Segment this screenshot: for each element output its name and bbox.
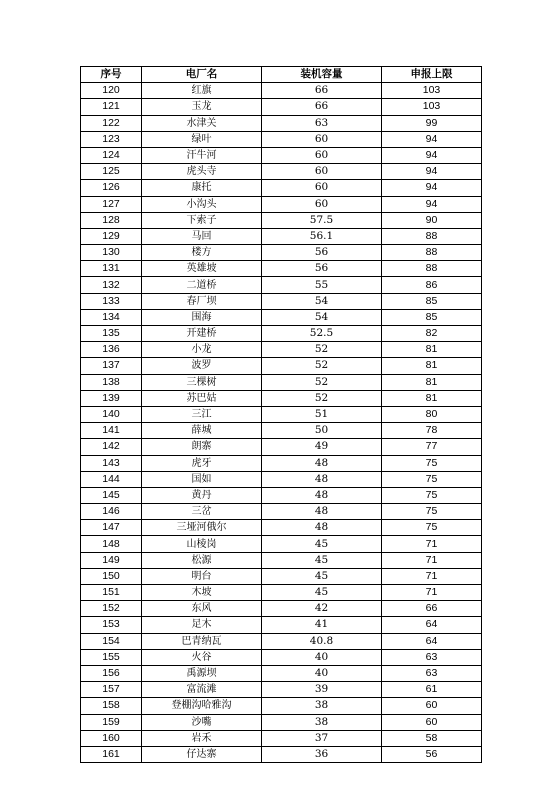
plant-name: 薛城 [142, 423, 262, 439]
row-index: 161 [81, 746, 142, 762]
row-index: 156 [81, 665, 142, 681]
row-index: 122 [81, 115, 142, 131]
plant-name: 明台 [142, 568, 262, 584]
plant-name: 沙嘴 [142, 714, 262, 730]
plant-name: 岩禾 [142, 730, 262, 746]
limit-value: 88 [382, 228, 482, 244]
capacity-value: 50 [262, 423, 382, 439]
table-row [81, 665, 482, 681]
capacity-value: 38 [262, 698, 382, 714]
table-body [81, 83, 482, 763]
plant-name: 开建桥 [142, 326, 262, 342]
row-index: 150 [81, 568, 142, 584]
row-index: 147 [81, 520, 142, 536]
table-row [81, 358, 482, 374]
table-row [81, 520, 482, 536]
limit-value: 103 [382, 99, 482, 115]
table-row [81, 439, 482, 455]
table-row [81, 601, 482, 617]
limit-value: 64 [382, 617, 482, 633]
table-row [81, 261, 482, 277]
row-index: 134 [81, 309, 142, 325]
plant-name: 汗牛河 [142, 147, 262, 163]
table-row [81, 293, 482, 309]
capacity-value: 45 [262, 536, 382, 552]
capacity-value: 57.5 [262, 212, 382, 228]
row-index: 160 [81, 730, 142, 746]
table-row [81, 585, 482, 601]
table-row [81, 326, 482, 342]
limit-value: 77 [382, 439, 482, 455]
plant-name: 绿叶 [142, 131, 262, 147]
plant-name: 木坡 [142, 585, 262, 601]
row-index: 132 [81, 277, 142, 293]
row-index: 130 [81, 245, 142, 261]
capacity-value: 41 [262, 617, 382, 633]
limit-value: 71 [382, 552, 482, 568]
table-row [81, 617, 482, 633]
row-index: 157 [81, 682, 142, 698]
plant-name: 楼方 [142, 245, 262, 261]
limit-value: 80 [382, 406, 482, 422]
plant-name: 春厂坝 [142, 293, 262, 309]
row-index: 138 [81, 374, 142, 390]
row-index: 141 [81, 423, 142, 439]
plant-name: 三江 [142, 406, 262, 422]
table-row [81, 682, 482, 698]
capacity-value: 48 [262, 520, 382, 536]
table-row [81, 147, 482, 163]
limit-value: 85 [382, 293, 482, 309]
row-index: 144 [81, 471, 142, 487]
row-index: 123 [81, 131, 142, 147]
capacity-value: 60 [262, 180, 382, 196]
plant-name: 三垭河俄尔 [142, 520, 262, 536]
table-row [81, 698, 482, 714]
row-index: 136 [81, 342, 142, 358]
table-row [81, 212, 482, 228]
plant-name: 二道桥 [142, 277, 262, 293]
capacity-value: 56 [262, 261, 382, 277]
row-index: 127 [81, 196, 142, 212]
row-index: 146 [81, 504, 142, 520]
row-index: 143 [81, 455, 142, 471]
limit-value: 78 [382, 423, 482, 439]
table-header-row [81, 67, 482, 83]
limit-value: 71 [382, 536, 482, 552]
row-index: 140 [81, 406, 142, 422]
table-row [81, 342, 482, 358]
plant-name: 黄丹 [142, 487, 262, 503]
row-index: 129 [81, 228, 142, 244]
plant-name: 三棵树 [142, 374, 262, 390]
limit-value: 75 [382, 520, 482, 536]
row-index: 125 [81, 164, 142, 180]
limit-value: 63 [382, 665, 482, 681]
limit-value: 71 [382, 568, 482, 584]
plant-name: 火谷 [142, 649, 262, 665]
capacity-value: 40.8 [262, 633, 382, 649]
capacity-value: 52 [262, 342, 382, 358]
plant-name: 围海 [142, 309, 262, 325]
plant-name: 苏巴姑 [142, 390, 262, 406]
capacity-value: 55 [262, 277, 382, 293]
plant-name: 仔达寨 [142, 746, 262, 762]
capacity-value: 49 [262, 439, 382, 455]
table-row [81, 536, 482, 552]
capacity-value: 52 [262, 358, 382, 374]
capacity-value: 45 [262, 552, 382, 568]
table-row [81, 164, 482, 180]
table-row [81, 277, 482, 293]
plant-name: 小沟头 [142, 196, 262, 212]
plant-name: 下索子 [142, 212, 262, 228]
table-row [81, 649, 482, 665]
limit-value: 81 [382, 374, 482, 390]
capacity-value: 51 [262, 406, 382, 422]
table-row [81, 487, 482, 503]
limit-value: 86 [382, 277, 482, 293]
table-row [81, 406, 482, 422]
row-index: 128 [81, 212, 142, 228]
row-index: 133 [81, 293, 142, 309]
limit-value: 88 [382, 245, 482, 261]
capacity-value: 60 [262, 147, 382, 163]
limit-value: 90 [382, 212, 482, 228]
capacity-value: 52.5 [262, 326, 382, 342]
plant-name: 英雄坡 [142, 261, 262, 277]
limit-value: 61 [382, 682, 482, 698]
limit-value: 94 [382, 131, 482, 147]
row-index: 139 [81, 390, 142, 406]
limit-value: 94 [382, 196, 482, 212]
limit-value: 81 [382, 342, 482, 358]
row-index: 126 [81, 180, 142, 196]
capacity-value: 60 [262, 164, 382, 180]
table-row [81, 228, 482, 244]
row-index: 137 [81, 358, 142, 374]
header-index: 序号 [81, 67, 142, 83]
header-plant-name: 电厂名 [142, 67, 262, 83]
capacity-value: 60 [262, 131, 382, 147]
plant-name: 富流滩 [142, 682, 262, 698]
row-index: 124 [81, 147, 142, 163]
capacity-value: 66 [262, 83, 382, 99]
table-row [81, 714, 482, 730]
row-index: 135 [81, 326, 142, 342]
limit-value: 85 [382, 309, 482, 325]
table-row [81, 115, 482, 131]
table-row [81, 471, 482, 487]
limit-value: 75 [382, 487, 482, 503]
capacity-value: 56 [262, 245, 382, 261]
plant-name: 虎头寺 [142, 164, 262, 180]
plant-name: 登棚沟哈雅沟 [142, 698, 262, 714]
limit-value: 75 [382, 455, 482, 471]
table-row [81, 423, 482, 439]
capacity-value: 39 [262, 682, 382, 698]
row-index: 152 [81, 601, 142, 617]
plant-name: 小龙 [142, 342, 262, 358]
plant-name: 波罗 [142, 358, 262, 374]
row-index: 148 [81, 536, 142, 552]
capacity-value: 54 [262, 309, 382, 325]
table-row [81, 83, 482, 99]
capacity-value: 48 [262, 455, 382, 471]
capacity-table [80, 66, 482, 763]
limit-value: 94 [382, 164, 482, 180]
capacity-value: 52 [262, 374, 382, 390]
plant-name: 虎牙 [142, 455, 262, 471]
limit-value: 56 [382, 746, 482, 762]
limit-value: 82 [382, 326, 482, 342]
table-row [81, 99, 482, 115]
plant-name: 三岔 [142, 504, 262, 520]
table-row [81, 730, 482, 746]
limit-value: 71 [382, 585, 482, 601]
limit-value: 103 [382, 83, 482, 99]
capacity-value: 42 [262, 601, 382, 617]
capacity-value: 38 [262, 714, 382, 730]
limit-value: 88 [382, 261, 482, 277]
table-row [81, 131, 482, 147]
limit-value: 94 [382, 180, 482, 196]
row-index: 145 [81, 487, 142, 503]
row-index: 158 [81, 698, 142, 714]
header-limit: 申报上限 [382, 67, 482, 83]
table-row [81, 196, 482, 212]
plant-name: 康托 [142, 180, 262, 196]
row-index: 154 [81, 633, 142, 649]
row-index: 155 [81, 649, 142, 665]
plant-name: 山棱岗 [142, 536, 262, 552]
plant-name: 东风 [142, 601, 262, 617]
limit-value: 66 [382, 601, 482, 617]
capacity-value: 66 [262, 99, 382, 115]
capacity-value: 37 [262, 730, 382, 746]
capacity-value: 40 [262, 665, 382, 681]
table-row [81, 552, 482, 568]
row-index: 142 [81, 439, 142, 455]
capacity-value: 45 [262, 585, 382, 601]
plant-name: 玉龙 [142, 99, 262, 115]
plant-name: 水津关 [142, 115, 262, 131]
table-row [81, 633, 482, 649]
row-index: 131 [81, 261, 142, 277]
capacity-value: 48 [262, 471, 382, 487]
header-capacity: 装机容量 [262, 67, 382, 83]
capacity-value: 63 [262, 115, 382, 131]
capacity-value: 56.1 [262, 228, 382, 244]
plant-name: 松源 [142, 552, 262, 568]
table-row [81, 390, 482, 406]
row-index: 120 [81, 83, 142, 99]
row-index: 153 [81, 617, 142, 633]
table-row [81, 245, 482, 261]
capacity-value: 54 [262, 293, 382, 309]
limit-value: 81 [382, 390, 482, 406]
table-row [81, 374, 482, 390]
capacity-value: 48 [262, 487, 382, 503]
limit-value: 60 [382, 714, 482, 730]
plant-name: 红旗 [142, 83, 262, 99]
plant-name: 巴青纳瓦 [142, 633, 262, 649]
limit-value: 64 [382, 633, 482, 649]
plant-name: 足木 [142, 617, 262, 633]
row-index: 159 [81, 714, 142, 730]
table-row [81, 455, 482, 471]
capacity-value: 60 [262, 196, 382, 212]
capacity-value: 45 [262, 568, 382, 584]
capacity-value: 40 [262, 649, 382, 665]
table-row [81, 309, 482, 325]
limit-value: 75 [382, 471, 482, 487]
plant-name: 马回 [142, 228, 262, 244]
limit-value: 81 [382, 358, 482, 374]
limit-value: 58 [382, 730, 482, 746]
plant-name: 朗寨 [142, 439, 262, 455]
limit-value: 60 [382, 698, 482, 714]
table-row [81, 568, 482, 584]
capacity-value: 48 [262, 504, 382, 520]
row-index: 151 [81, 585, 142, 601]
capacity-value: 36 [262, 746, 382, 762]
limit-value: 75 [382, 504, 482, 520]
table-row [81, 746, 482, 762]
plant-name: 国如 [142, 471, 262, 487]
limit-value: 99 [382, 115, 482, 131]
capacity-value: 52 [262, 390, 382, 406]
row-index: 121 [81, 99, 142, 115]
table-row [81, 180, 482, 196]
row-index: 149 [81, 552, 142, 568]
limit-value: 63 [382, 649, 482, 665]
limit-value: 94 [382, 147, 482, 163]
table-row [81, 504, 482, 520]
plant-name: 禹源坝 [142, 665, 262, 681]
